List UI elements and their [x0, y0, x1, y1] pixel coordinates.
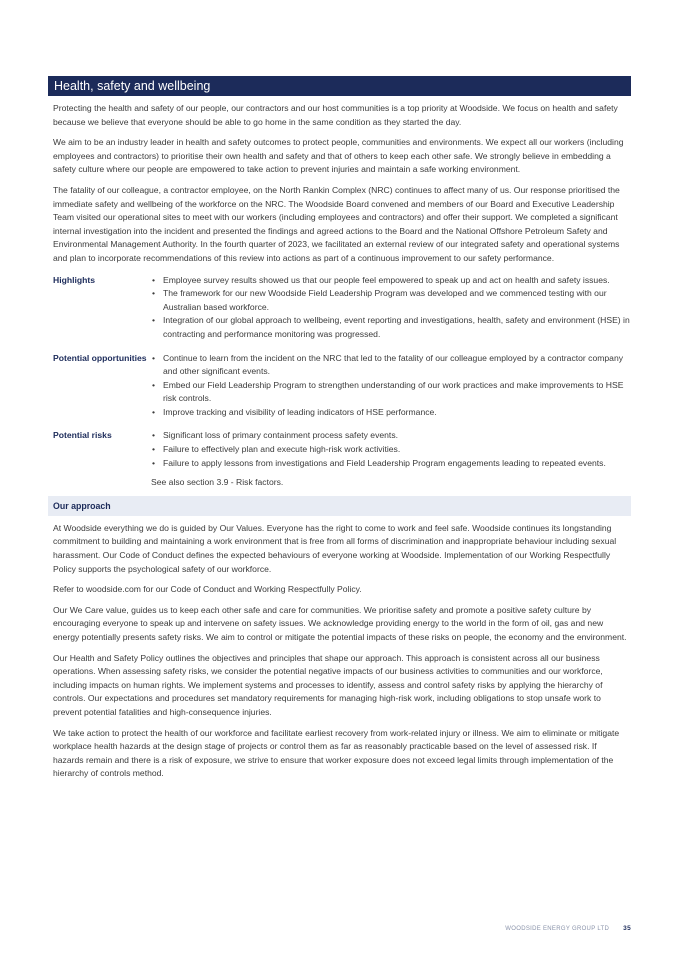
page-footer [505, 925, 631, 932]
list-item: • Employee survey results showed us that our people feel empowered to speak up and act on health and safety issues. [151, 274, 631, 288]
intro-paragraph: We aim to be an industry leader in health and safety outcomes to protect people, communities and environments. We expect all our workers (including employees and contractors) to prioritise their own health and safety and that of others to keep each other safe. We strongly believe in embedding a safety culture where our people are empowered to take action to prevent injuries and maintain a safe working environment. [53, 137, 624, 175]
opportunities-list [151, 352, 631, 420]
approach-heading: Our approach [48, 496, 631, 516]
approach-paragraph: We take action to protect the health of our workforce and facilitate earliest recovery from work-related injury or illness. We aim to eliminate or mitigate workplace health hazards at the design stage of projects or control them as far as reasonably practicable based on the level of assessed risk. If hazards remain and there is a risk of exposure, we strive to ensure that worker exposure does not exceed legal limits through implementation of the hierarchy of controls method. [53, 727, 620, 779]
see-also-reference: See also section 3.9 - Risk factors. [151, 477, 284, 488]
risks-row [53, 429, 631, 489]
report-page [48, 76, 631, 781]
footer-company-name: WOODSIDE ENERGY GROUP LTD [505, 925, 610, 932]
list-item: • Improve tracking and visibility of leading indicators of HSE performance. [151, 406, 631, 420]
highlights-label: Highlights [53, 274, 96, 285]
approach-paragraph: At Woodside everything we do is guided by Our Values. Everyone has the right to come to work and feel safe. Woodside continues its longstanding commitment to building and maintaining a work environment that is free from all forms of discrimination and inappropriate behaviour including sexual harassment. Our Code of Conduct defines the expected behaviours of everyone working at Woodside. Implementation of our Working Respectfully Policy supports the psychological safety of our workforce. [53, 522, 617, 574]
section-title: Health, safety and wellbeing [48, 76, 631, 96]
risks-label: Potential risks [53, 430, 112, 441]
list-item: • The framework for our new Woodside Field Leadership Program was developed and we commenced testing with our Australian based workforce. [151, 287, 631, 314]
highlights-row [53, 274, 631, 342]
list-item: • Failure to apply lessons from investigations and Field Leadership Program engagements leading to repeated events. [151, 457, 631, 471]
opportunities-row [53, 352, 631, 420]
list-item: • Failure to effectively plan and execute high-risk work activities. [151, 443, 631, 457]
list-item: • Integration of our global approach to wellbeing, event reporting and investigations, health, safety and environment (HSE) in contracting and performance monitoring was progressed. [151, 314, 631, 341]
list-item: • Continue to learn from the incident on the NRC that led to the fatality of our colleague employed by a contractor company and other significant events. [151, 352, 631, 379]
intro-paragraph: The fatality of our colleague, a contractor employee, on the North Rankin Complex (NRC) continues to affect many of us. Our response prioritised the immediate safety and wellbeing of the workforce on the NRC. The Woodside Board convened and members of our Board and Executive Leadership Team visited our operational sites to meet with our workers (including employees and contractors) and offer their support. We completed a significant internal investigation into the incident and presented the findings and agreed actions to the Board and the National Offshore Petroleum Safety and Environmental Management Authority. In the fourth quarter of 2023, we facilitated an external review of our integrated safety and operational systems and plan to incorporate recommendations of this review into actions as part of a continuous improvement to our safety performance. [53, 184, 620, 263]
highlights-list [151, 274, 631, 342]
intro-paragraph: Protecting the health and safety of our people, our contractors and our host communities is a top priority at Woodside. We focus on health and safety because we believe that everyone should be able to go home in the same condition as they started the day. [53, 103, 618, 127]
risks-list [151, 429, 631, 470]
page-number: 35 [623, 925, 631, 932]
approach-paragraph: Our Health and Safety Policy outlines the objectives and principles that shape our approach. This approach is consistent across all our business operations. When assessing safety risks, we consider the potential negative impacts of our business activities to communities and our workforce, including impacts on human rights. We implement systems and processes to identify, assess and control safety risks by applying the hierarchy of controls. Our expectations and procedures set mandatory requirements for managing high-risk work, including obligations to stop unsafe work to prevent potential fatalities and high-consequence injuries. [53, 652, 603, 717]
list-item: • Significant loss of primary containment process safety events. [151, 429, 631, 443]
approach-paragraph: Our We Care value, guides us to keep each other safe and care for communities. We prioritise safety and promote a positive safety culture by encouraging everyone to speak up and intervene on safety issues. We acknowledge providing energy to the world in the form of oil, gas and new energy potentially presents safety risks. We aim to control or mitigate the potential impacts of these risks on people, the economy and the environment. [53, 604, 627, 642]
opportunities-label: Potential opportunities [53, 352, 147, 363]
list-item: • Embed our Field Leadership Program to strengthen understanding of our work practices and make improvements to HSE risk controls. [151, 379, 631, 406]
approach-paragraph: Refer to woodside.com for our Code of Conduct and Working Respectfully Policy. [53, 584, 362, 595]
